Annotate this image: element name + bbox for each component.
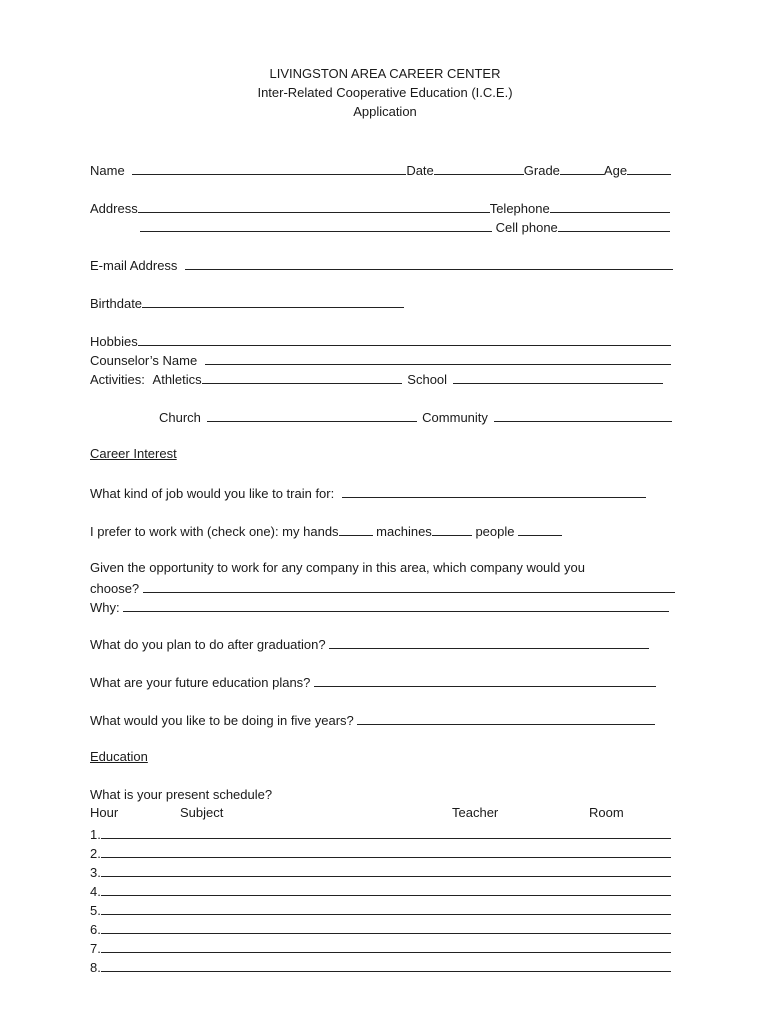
community-field[interactable]: [494, 407, 672, 422]
company-question-line2: choose?: [90, 581, 140, 596]
schedule-row-number: 6.: [90, 922, 101, 937]
schedule-row: [90, 862, 671, 880]
schedule-row: [90, 843, 671, 861]
form-title-program: Inter-Related Cooperative Education (I.C.E.): [257, 85, 513, 100]
schedule-row-field[interactable]: [101, 862, 671, 877]
form-title-application: Application: [353, 104, 417, 119]
schedule-col-teacher: Teacher: [452, 805, 499, 820]
schedule-row-field[interactable]: [101, 919, 671, 934]
schedule-row-number: 2.: [90, 846, 101, 861]
schedule-row-field[interactable]: [101, 957, 671, 972]
why-label: Why:: [90, 600, 120, 615]
schedule-col-subject: Subject: [180, 805, 224, 820]
schedule-col-hour: Hour: [90, 805, 119, 820]
after-graduation-question: What do you plan to do after graduation?: [90, 637, 326, 652]
church-field[interactable]: [207, 407, 417, 422]
schedule-row-field[interactable]: [101, 824, 671, 839]
future-education-row: [90, 672, 656, 690]
after-graduation-row: [90, 634, 649, 652]
education-heading: Education: [90, 749, 148, 764]
schedule-row: [90, 957, 671, 975]
schedule-row-field[interactable]: [101, 881, 671, 896]
email-row: [90, 255, 673, 273]
machines-label: machines: [376, 524, 432, 539]
schedule-row: [90, 900, 671, 918]
future-education-field[interactable]: [314, 672, 656, 687]
hobbies-row: [90, 331, 671, 349]
address-label: Address: [90, 201, 138, 216]
company-question-row: [90, 578, 675, 596]
schedule-row-number: 3.: [90, 865, 101, 880]
telephone-label: Telephone: [489, 201, 550, 216]
age-field[interactable]: [627, 160, 671, 175]
schedule-question: What is your present schedule?: [90, 787, 273, 802]
why-field[interactable]: [123, 597, 669, 612]
hobbies-field[interactable]: [138, 331, 671, 346]
company-field[interactable]: [143, 578, 675, 593]
hobbies-label: Hobbies: [90, 334, 138, 349]
counselor-row: [90, 350, 671, 368]
email-field[interactable]: [185, 255, 673, 270]
five-years-field[interactable]: [357, 710, 655, 725]
machines-check[interactable]: [432, 521, 472, 536]
schedule-row-number: 4.: [90, 884, 101, 899]
future-education-question: What are your future education plans?: [90, 675, 311, 690]
grade-label: Grade: [523, 163, 560, 178]
birthdate-field[interactable]: [142, 293, 404, 308]
date-field[interactable]: [434, 160, 524, 175]
why-row: [90, 597, 669, 615]
name-row: [90, 160, 671, 178]
counselor-label: Counselor’s Name: [90, 353, 198, 368]
career-interest-heading: Career Interest: [90, 446, 177, 461]
people-check[interactable]: [518, 521, 562, 536]
job-question-row: [90, 483, 646, 501]
counselor-field[interactable]: [205, 350, 671, 365]
telephone-field[interactable]: [550, 198, 670, 213]
schedule-row: [90, 881, 671, 899]
company-question-line1: Given the opportunity to work for any company in this area, which company would you: [90, 560, 585, 575]
activities-label: Activities:: [90, 372, 145, 387]
email-label: E-mail Address: [90, 258, 178, 273]
schedule-row: [90, 824, 671, 842]
age-label: Age: [603, 163, 628, 178]
schedule-row-number: 7.: [90, 941, 101, 956]
address-row-2: [140, 217, 670, 235]
athletics-field[interactable]: [202, 369, 402, 384]
prefer-question: I prefer to work with (check one): my hands: [90, 524, 339, 539]
schedule-col-room: Room: [589, 805, 624, 820]
five-years-row: [90, 710, 655, 728]
cell-phone-field[interactable]: [558, 217, 670, 232]
community-label: Community: [422, 410, 488, 425]
people-label: people: [475, 524, 515, 539]
job-field[interactable]: [342, 483, 646, 498]
five-years-question: What would you like to be doing in five years?: [90, 713, 354, 728]
schedule-row-field[interactable]: [101, 900, 671, 915]
activities-row: [90, 369, 663, 387]
job-question: What kind of job would you like to train for:: [90, 486, 335, 501]
birthdate-label: Birthdate: [90, 296, 143, 311]
after-graduation-field[interactable]: [329, 634, 649, 649]
hands-check[interactable]: [339, 521, 373, 536]
church-label: Church: [159, 410, 201, 425]
birthdate-row: [90, 293, 404, 311]
cell-phone-label: Cell phone: [495, 220, 558, 235]
schedule-row: [90, 938, 671, 956]
name-field[interactable]: [132, 160, 406, 175]
school-label: School: [407, 372, 448, 387]
activities-row-2: [159, 407, 672, 425]
schedule-row-field[interactable]: [101, 843, 671, 858]
school-activities-field[interactable]: [453, 369, 663, 384]
prefer-row: [90, 521, 562, 539]
schedule-row-number: 5.: [90, 903, 101, 918]
athletics-label: Athletics: [152, 372, 202, 387]
date-label: Date: [406, 163, 434, 178]
form-title-institution: LIVINGSTON AREA CAREER CENTER: [269, 66, 501, 81]
name-label: Name: [90, 163, 125, 178]
address-field-1[interactable]: [138, 198, 490, 213]
schedule-row-field[interactable]: [101, 938, 671, 953]
address-field-2[interactable]: [140, 217, 492, 232]
grade-field[interactable]: [560, 160, 604, 175]
address-row: [90, 198, 670, 216]
schedule-row: [90, 919, 671, 937]
schedule-row-number: 1.: [90, 827, 101, 842]
schedule-row-number: 8.: [90, 960, 101, 975]
